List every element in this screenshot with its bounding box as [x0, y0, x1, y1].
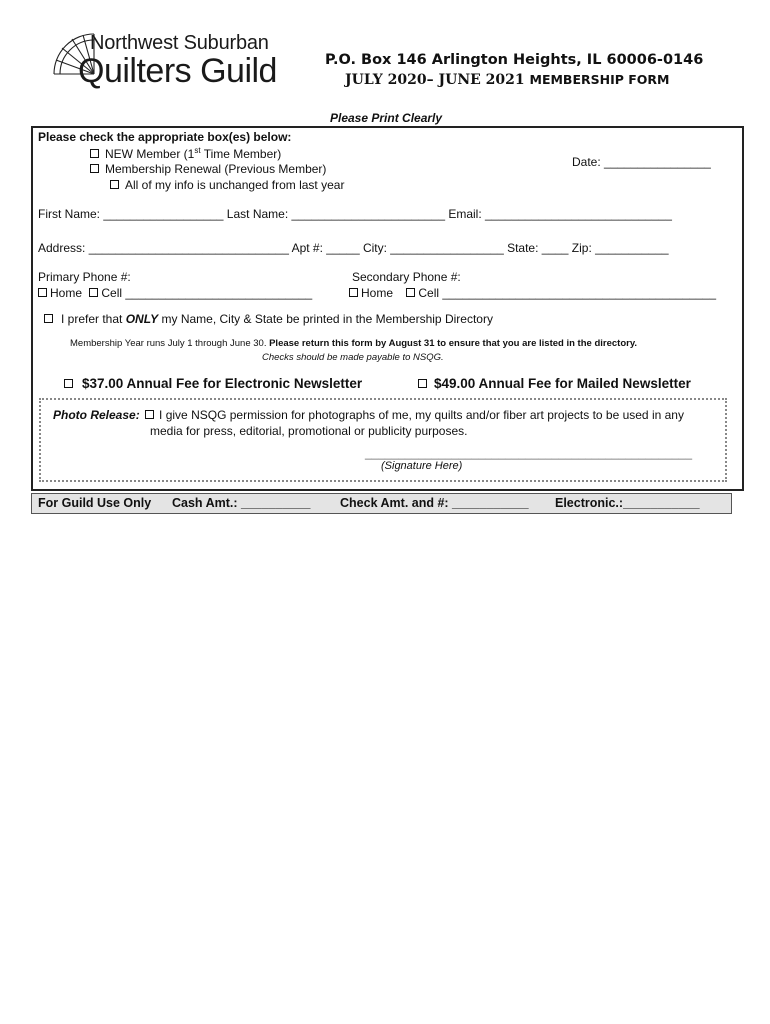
unchanged-checkbox[interactable] — [110, 180, 119, 189]
signature-line[interactable]: _________________________________________________ — [365, 446, 693, 460]
primary-home-label: Home — [50, 286, 83, 300]
electronic-fee-option[interactable] — [64, 376, 362, 391]
directory-checkbox[interactable] — [44, 314, 53, 323]
form-title — [345, 72, 669, 88]
logo-line-2: Quilters Guild — [78, 52, 277, 90]
signature-label: (Signature Here) — [381, 460, 463, 472]
instruction-text: Please check the appropriate box(es) below: — [38, 130, 292, 144]
return-by-text: Please return this form by August 31 to ensure that you are listed in the directory. — [269, 338, 638, 349]
check-amount-field[interactable]: Check Amt. and #: ___________ — [340, 496, 529, 510]
new-member-checkbox[interactable] — [90, 149, 99, 158]
year-runs-text: Membership Year runs July 1 through June 30. — [70, 338, 270, 349]
photo-release-line-1[interactable] — [53, 408, 684, 422]
mailed-fee-label: $49.00 Annual Fee for Mailed Newsletter — [434, 376, 691, 391]
directory-text-pre: I prefer that — [61, 312, 126, 326]
primary-cell-field[interactable]: Cell ____________________________ — [101, 286, 313, 300]
photo-release-text-2: media for press, editorial, promotional or publicity purposes. — [150, 424, 468, 438]
cash-amount-field[interactable]: Cash Amt.: __________ — [172, 496, 311, 510]
secondary-cell-field[interactable]: Cell _________________________________________ — [418, 286, 716, 300]
directory-preference[interactable] — [44, 312, 493, 326]
renewal-option[interactable] — [90, 162, 326, 176]
membership-year-note — [70, 338, 637, 349]
print-note: Please Print Clearly — [330, 111, 443, 125]
new-member-label-end: Time Member) — [200, 147, 282, 161]
secondary-home-checkbox[interactable] — [349, 288, 358, 297]
guild-use-label: For Guild Use Only — [38, 496, 152, 510]
secondary-home-label: Home — [361, 286, 394, 300]
mailing-address: P.O. Box 146 Arlington Heights, IL 60006-0146 — [325, 52, 704, 68]
checks-note: Checks should be made payable to NSQG. — [262, 352, 444, 363]
name-email-row[interactable]: First Name: __________________ Last Name: _______________________ Email: ____________________________ — [38, 207, 672, 221]
renewal-checkbox[interactable] — [90, 164, 99, 173]
electronic-amount-field[interactable]: Electronic.:___________ — [555, 496, 700, 510]
directory-text-post: my Name, City & State be printed in the Membership Directory — [158, 312, 493, 326]
new-member-label: NEW Member (1 — [105, 147, 195, 161]
secondary-phone-options[interactable] — [349, 286, 716, 300]
mailed-fee-checkbox[interactable] — [418, 379, 427, 388]
renewal-label: Membership Renewal (Previous Member) — [105, 162, 327, 176]
form-title-label: MEMBERSHIP FORM — [529, 72, 670, 87]
new-member-option[interactable] — [90, 146, 281, 161]
photo-release-text-1: I give NSQG permission for photographs of me, my quilts and/or fiber art projects to be used in any — [159, 408, 684, 422]
secondary-cell-checkbox[interactable] — [406, 288, 415, 297]
form-title-dates: JULY 2020– JUNE 2021 — [345, 72, 525, 88]
photo-release-checkbox[interactable] — [145, 410, 154, 419]
primary-phone-label: Primary Phone #: — [38, 270, 131, 284]
electronic-fee-label: $37.00 Annual Fee for Electronic Newsletter — [82, 376, 363, 391]
secondary-phone-label: Secondary Phone #: — [352, 270, 461, 284]
guild-logo — [50, 30, 280, 92]
photo-release-label: Photo Release: — [53, 408, 140, 422]
unchanged-option[interactable] — [110, 178, 344, 192]
logo-line-1: Northwest Suburban — [90, 32, 269, 54]
directory-text-emph: ONLY — [125, 312, 159, 326]
guild-use-bar — [31, 493, 732, 514]
address-row[interactable]: Address: ______________________________ Apt #: _____ City: _________________ State: ____ Zip: ___________ — [38, 241, 669, 255]
primary-phone-options[interactable] — [38, 286, 312, 300]
electronic-fee-checkbox[interactable] — [64, 379, 73, 388]
unchanged-label: All of my info is unchanged from last year — [125, 178, 345, 192]
new-member-sup: st — [194, 146, 201, 155]
primary-cell-checkbox[interactable] — [89, 288, 98, 297]
mailed-fee-option[interactable] — [418, 376, 691, 391]
date-field[interactable]: Date: ________________ — [572, 155, 711, 169]
primary-home-checkbox[interactable] — [38, 288, 47, 297]
